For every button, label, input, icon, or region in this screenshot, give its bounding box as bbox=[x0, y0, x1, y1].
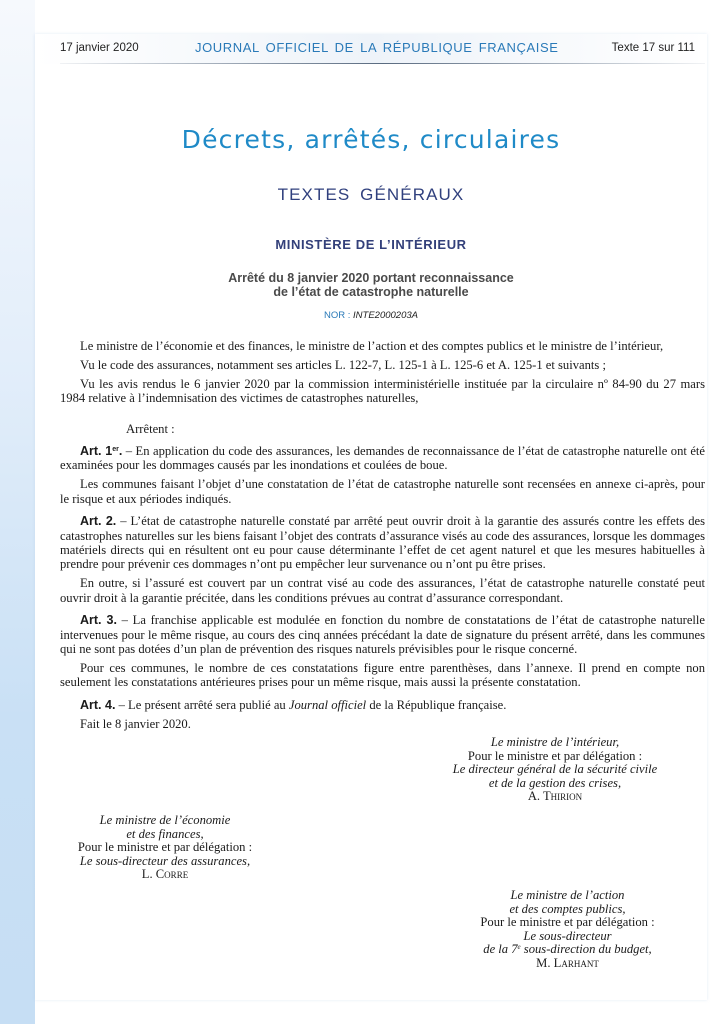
header-divider bbox=[60, 63, 705, 64]
preamble-paragraph: Vu le code des assurances, notamment ses articles L. 122-7, L. 125-1 à L. 125-6 et A. 125-1 et suivants ; bbox=[80, 357, 606, 372]
preamble-paragraph: Vu les avis rendus le 6 janvier 2020 par la commission interministérielle instituée par la circulaire nº 84-90 du 27 mars 1984 relative à l’indemnisation des victimes de catastrophes naturelles, bbox=[60, 376, 705, 406]
signatory-name: M. Larhant bbox=[536, 955, 599, 970]
header-date: 17 janvier 2020 bbox=[60, 42, 139, 54]
article-2-paragraph: En outre, si l’assuré est couvert par un contrat visé au code des assurances, l’état de catastrophe naturelle constaté peut ouvrir droit à la garantie précitée, dans les conditions prévues au contrat d’assurance correspondant. bbox=[60, 576, 705, 605]
article-3-paragraph: Pour ces communes, le nombre de ces constatations figure entre parenthèses, dans l’annexe. Il prend en compte non seulement les constatations antérieures prises pour un même risque, mais aussi la présente constatation. bbox=[60, 660, 705, 690]
preamble-paragraph: Le ministre de l’économie et des finances, le ministre de l’action et des comptes publics et le ministre de l’intérieur, bbox=[80, 339, 664, 353]
signature-block-economie: Le ministre de l’économie et des finances, Pour le ministre et par délégation : Le sous-directeur des assurances, L. Corre bbox=[65, 814, 265, 882]
header-text-reference: Texte 17 sur 111 bbox=[611, 42, 695, 54]
signatory-name: L. Corre bbox=[141, 867, 189, 882]
viewer-background-strip bbox=[0, 0, 35, 1024]
header-journal-title: JOURNAL OFFICIEL DE LA RÉPUBLIQUE FRANÇAISE bbox=[195, 40, 559, 55]
document-page bbox=[35, 34, 707, 1000]
article-3-paragraph: Art. 3. – La franchise applicable est modulée en fonction du nombre de constatations de l’état de catastrophe naturelle intervenues pour le même risque, au cours des cinq années précédant la date de signature du présent arrêté, dans les communes qui ne sont pas dotées d’un plan de prévention des risques naturels prévisibles pour le risque concerné. bbox=[60, 613, 705, 656]
journal-header bbox=[35, 34, 707, 64]
arrete-title-line-2: de l’état de catastrophe naturelle bbox=[273, 285, 469, 299]
article-1-label: Art. 1er. bbox=[80, 444, 123, 459]
article-2-label: Art. 2. bbox=[80, 514, 117, 529]
arrete-body bbox=[60, 339, 705, 717]
nor-label: NOR : bbox=[324, 310, 354, 321]
signature-date: Fait le 8 janvier 2020. bbox=[80, 717, 191, 731]
article-2-paragraph: Art. 2. – L’état de catastrophe naturelle constaté par arrêté peut ouvrir droit à la garantie des assurés contre les effets des catastrophes naturelles sur les biens faisant l’objet des contrats d’assurance visés au code des assurances, lorsque les dommages matériels directs qui en résultent ont eu pour cause déterminante l’effet de cet agent naturel et que les mesures habituelles à prendre pour prévenir ces dommages n’ont pu empêcher leur survenance ou n’ont pu être prises. bbox=[60, 514, 705, 572]
journal-officiel-reference: Journal officiel bbox=[288, 697, 367, 712]
article-1-paragraph: Les communes faisant l’objet d’une constatation de l’état de catastrophe naturelle sont recensées en annexe ci-après, pour le risque et aux périodes indiqués. bbox=[60, 477, 705, 506]
article-4-label: Art. 4. bbox=[80, 697, 116, 712]
signature-block-interieur: Le ministre de l’intérieur, Pour le ministre et par délégation : Le directeur général de la sécurité civile et de la gestion des crises, A. Thirion bbox=[405, 736, 705, 804]
section-title: Décrets, arrêtés, circulaires bbox=[181, 125, 561, 154]
article-1-paragraph: Art. 1er. – En application du code des assurances, les demandes de reconnaissance de l’état de catastrophe naturelle ont été examinées pour les dommages causés par les inondations et coulées de boue. bbox=[60, 444, 705, 473]
arrete-title bbox=[35, 271, 707, 299]
signature-block-action-comptes-publics: Le ministre de l’action et des comptes publics, Pour le ministre et par délégation : Le sous-directeur de la 7e sous-direction du budget, M. Larhant bbox=[430, 889, 705, 971]
section-subtitle: TEXTES GÉNÉRAUX bbox=[277, 185, 465, 204]
arrete-title-line-1: Arrêté du 8 janvier 2020 portant reconnaissance bbox=[228, 271, 514, 285]
nor-value: INTE2000203A bbox=[353, 310, 418, 321]
signatory-name: A. Thirion bbox=[527, 789, 583, 804]
nor-reference bbox=[35, 310, 707, 321]
article-3-label: Art. 3. bbox=[80, 613, 117, 628]
ministry-heading: MINISTÈRE DE L’INTÉRIEUR bbox=[275, 237, 467, 252]
article-4-paragraph: Art. 4. – Le présent arrêté sera publié au Journal officiel de la République française. bbox=[80, 697, 507, 712]
arretent-line: Arrêtent : bbox=[126, 421, 175, 436]
